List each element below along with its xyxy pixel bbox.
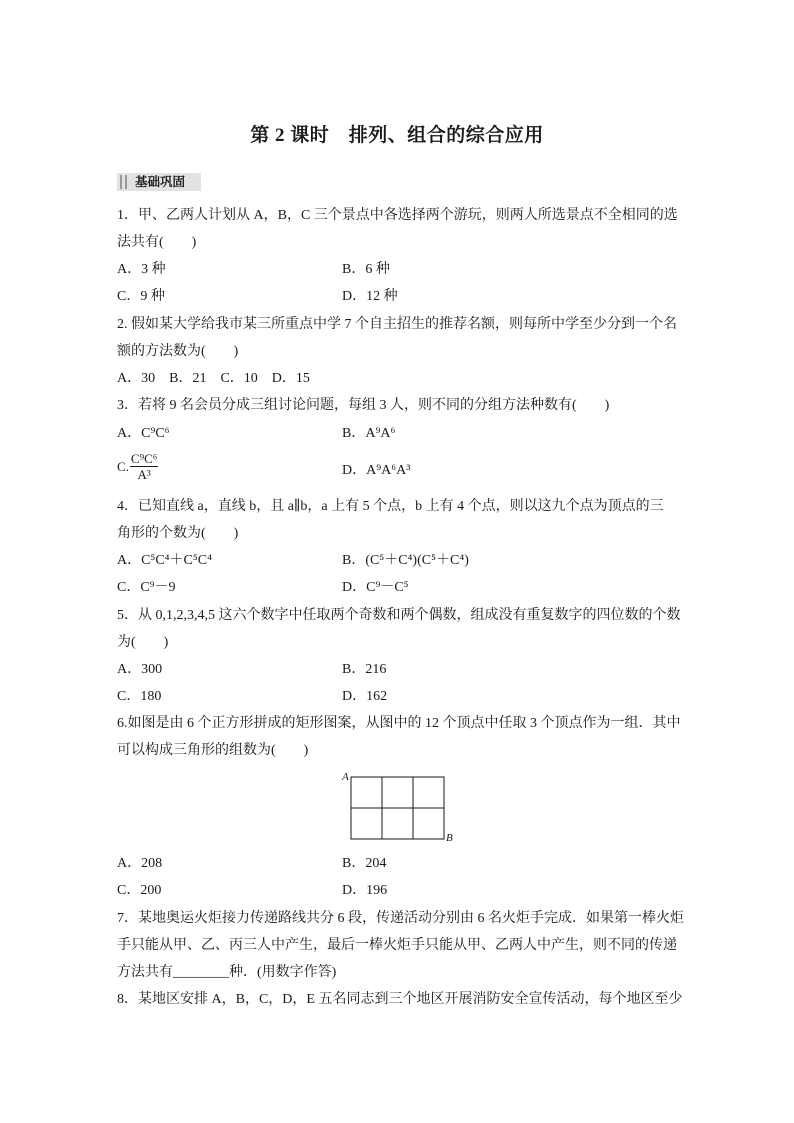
q4-option-c: C．C⁹－9	[117, 580, 176, 595]
fraction-numerator: C⁹C⁶	[130, 451, 158, 466]
q5-option-b: B．216	[342, 662, 387, 677]
q1-option-b: B．6 种	[342, 262, 390, 277]
q7-line-1: 7．某地奥运火炬接力传递路线共分 6 段，传递活动分别由 6 名火炬手完成．如果第一棒火炬	[117, 911, 684, 926]
q1-option-d: D．12 种	[342, 289, 398, 304]
fraction-denominator: A³	[137, 467, 151, 482]
q6-option-b: B．204	[342, 856, 387, 871]
q2-options: A．30 B．21 C．10 D．15	[117, 371, 310, 386]
q4-option-d: D．C⁹－C⁵	[342, 580, 409, 595]
grid-figure	[338, 768, 458, 850]
q5-line-1: 5．从 0,1,2,3,4,5 这六个数字中任取两个奇数和两个偶数，组成没有重复数字的四位数的个数	[117, 608, 681, 623]
q3-option-a: A．C⁹C⁶	[117, 426, 170, 441]
q2-line-1: 2. 假如某大学给我市某三所重点中学 7 个自主招生的推荐名额，则每所中学至少分到一个名	[117, 317, 677, 332]
section-label: 基础巩固	[135, 175, 186, 189]
q3-option-c-prefix: C.	[117, 458, 129, 474]
q4-line-2: 角形的个数为( )	[117, 526, 239, 541]
q1-option-a: A．3 种	[117, 262, 166, 277]
vertex-label-b: B	[446, 832, 453, 844]
page-title: 第 2 课时 排列、组合的综合应用	[250, 125, 544, 146]
q7-line-3: 方法共有________种．(用数字作答)	[117, 965, 337, 980]
q6-option-d: D．196	[342, 883, 388, 898]
vertex-label-a: A	[342, 771, 349, 783]
q7-line-2: 手只能从甲、乙、丙三人中产生，最后一棒火炬手只能从甲、乙两人中产生，则不同的传递	[117, 938, 677, 953]
badge-bar	[125, 175, 127, 189]
q3-option-c-fraction	[130, 451, 158, 482]
q3-line-1: 3．若将 9 名会员分成三组讨论问题，每组 3 人，则不同的分组方法种数有( )	[117, 398, 610, 413]
q5-line-2: 为( )	[117, 635, 169, 650]
q2-line-2: 额的方法数为( )	[117, 344, 239, 359]
q1-line-1: 1．甲、乙两人计划从 A，B，C 三个景点中各选择两个游玩，则两人所选景点不全相同的选	[117, 208, 678, 223]
q1-line-2: 法共有( )	[117, 235, 197, 250]
q8-line-1: 8．某地区安排 A，B，C，D，E 五名同志到三个地区开展消防安全宣传活动，每个地区至少	[117, 992, 683, 1007]
q4-line-1: 4．已知直线 a，直线 b，且 a∥b，a 上有 5 个点，b 上有 4 个点，则以这九个点为顶点的三	[117, 499, 664, 514]
badge-bar	[120, 175, 122, 189]
section-badge	[117, 173, 201, 191]
q5-option-c: C．180	[117, 689, 162, 704]
q6-line-2: 可以构成三角形的组数为( )	[117, 743, 309, 758]
q5-option-a: A．300	[117, 662, 163, 677]
q6-option-c: C．200	[117, 883, 162, 898]
q3-option-c	[117, 451, 158, 482]
q6-option-a: A．208	[117, 856, 163, 871]
q6-line-1: 6.如图是由 6 个正方形拼成的矩形图案，从图中的 12 个顶点中任取 3 个顶点作为一组．其中	[117, 716, 681, 731]
q3-option-d: D．A⁹A⁶A³	[342, 463, 411, 478]
q5-option-d: D．162	[342, 689, 388, 704]
q1-option-c: C．9 种	[117, 289, 165, 304]
q4-option-b: B．(C⁵＋C⁴)(C⁵＋C⁴)	[342, 553, 469, 568]
q3-option-b: B．A⁹A⁶	[342, 426, 396, 441]
grid-figure-svg	[338, 768, 458, 850]
q4-option-a: A．C⁵C⁴＋C⁵C⁴	[117, 553, 212, 568]
